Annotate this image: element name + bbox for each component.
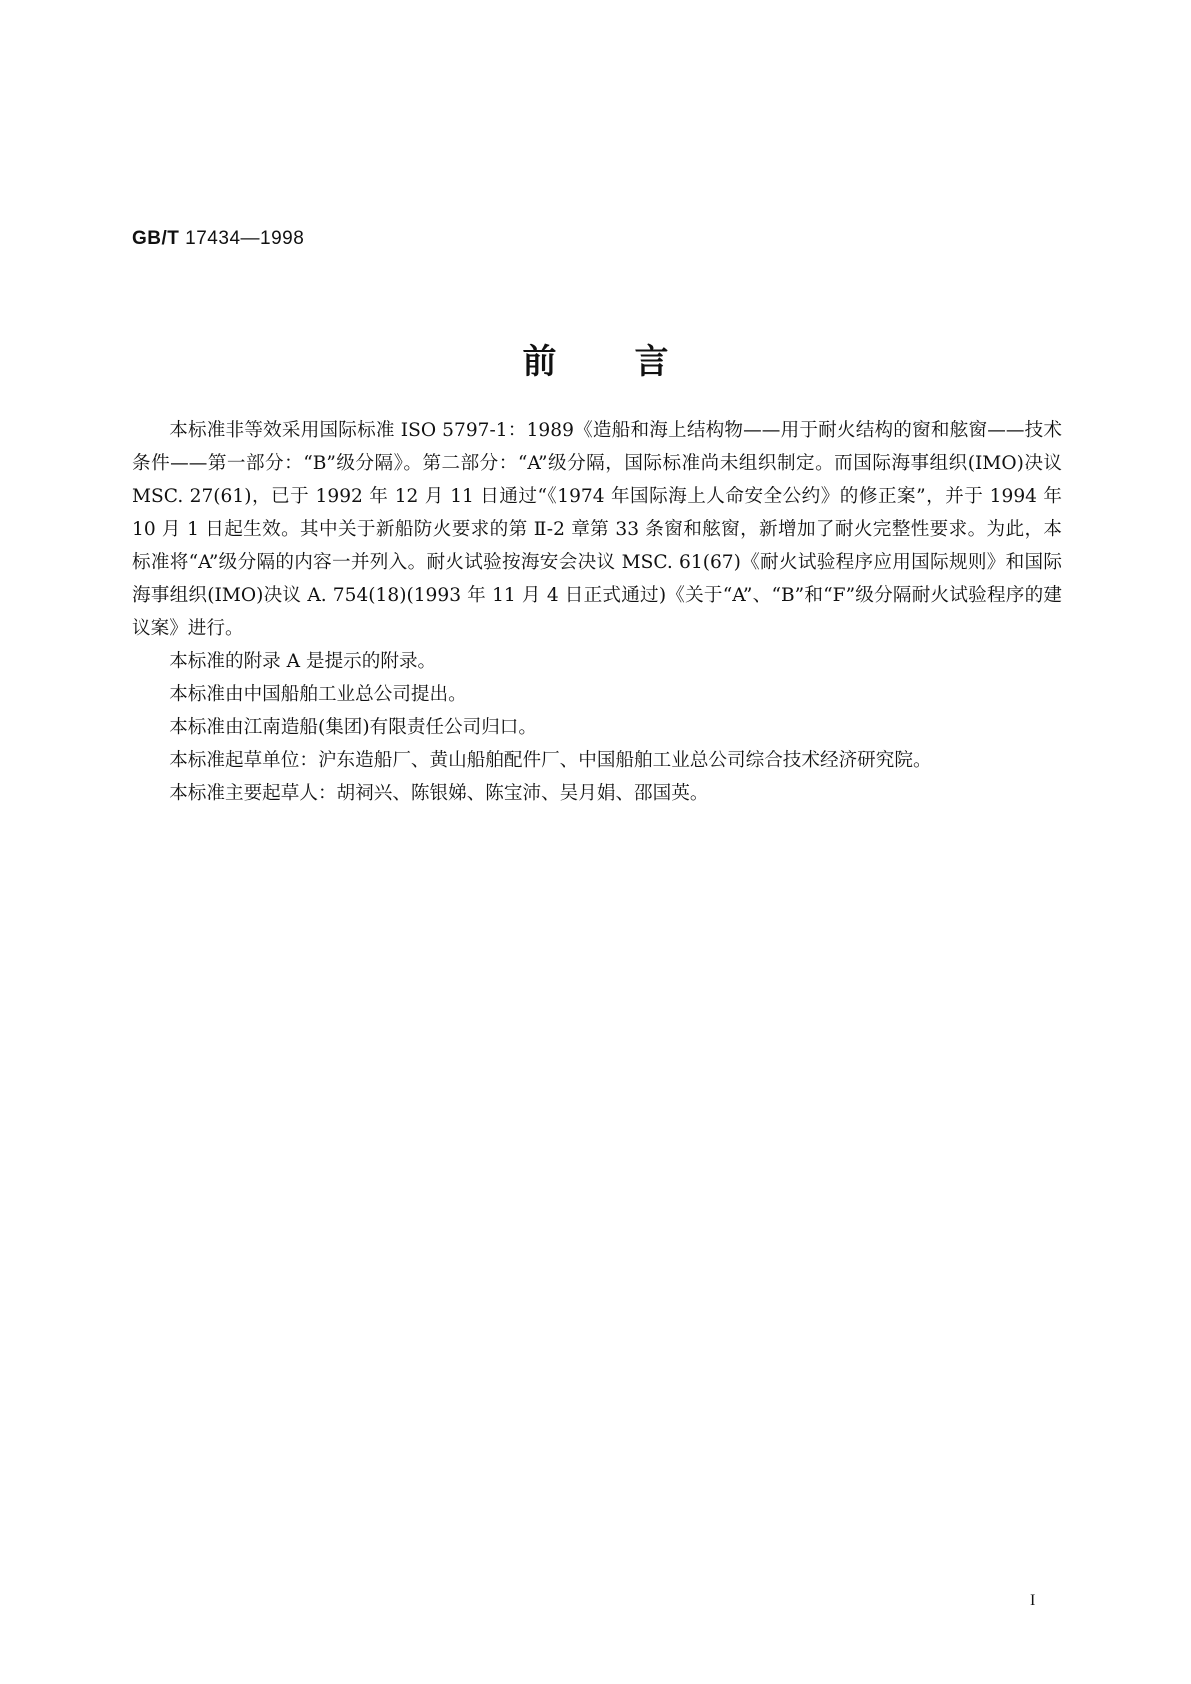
foreword-paragraph-3: 本标准由中国船舶工业总公司提出。: [169, 684, 467, 705]
standard-code: [132, 228, 304, 250]
standard-code-prefix: GB/T: [132, 228, 180, 249]
standard-code-number: 17434—1998: [185, 228, 305, 249]
foreword-paragraph-1: 本标准非等效采用国际标准 ISO 5797-1：1989《造船和海上结构物——用于耐火结构的窗和舷窗——技术条件——第一部分：“B”级分隔》。第二部分：“A”级分隔，国际标准尚未组织制定。而国际海事组织(IMO)决议 MSC. 27(61)，已于 1992 年 12 月 11 日通过“《1974 年国际海上人命安全公约》的修正案”，并于 1994 年 10 月 1 日起生效。其中关于新船防火要求的第 Ⅱ-2 章第 33 条窗和舷窗，新增加了耐火完整性要求。为此，本标准将“A”级分隔的内容一并列入。耐火试验按海安会决议 MSC. 61(67)《耐火试验程序应用国际规则》和国际海事组织(IMO)决议 A. 754(18)(1993 年 11 月 4 日正式通过)《关于“A”、“B”和“F”级分隔耐火试验程序的建议案》进行。: [132, 420, 1062, 639]
page-title: 前言: [522, 342, 747, 382]
foreword-paragraph-6: 本标准主要起草人：胡祠兴、陈银娣、陈宝沛、吴月娟、邵国英。: [169, 783, 709, 804]
page-number: I: [1030, 1592, 1036, 1609]
foreword-body: [132, 414, 1062, 810]
foreword-paragraph-2: 本标准的附录 A 是提示的附录。: [169, 651, 437, 672]
foreword-paragraph-5: 本标准起草单位：沪东造船厂、黄山船舶配件厂、中国船舶工业总公司综合技术经济研究院。: [169, 750, 932, 771]
foreword-paragraph-4: 本标准由江南造船(集团)有限责任公司归口。: [169, 717, 537, 738]
